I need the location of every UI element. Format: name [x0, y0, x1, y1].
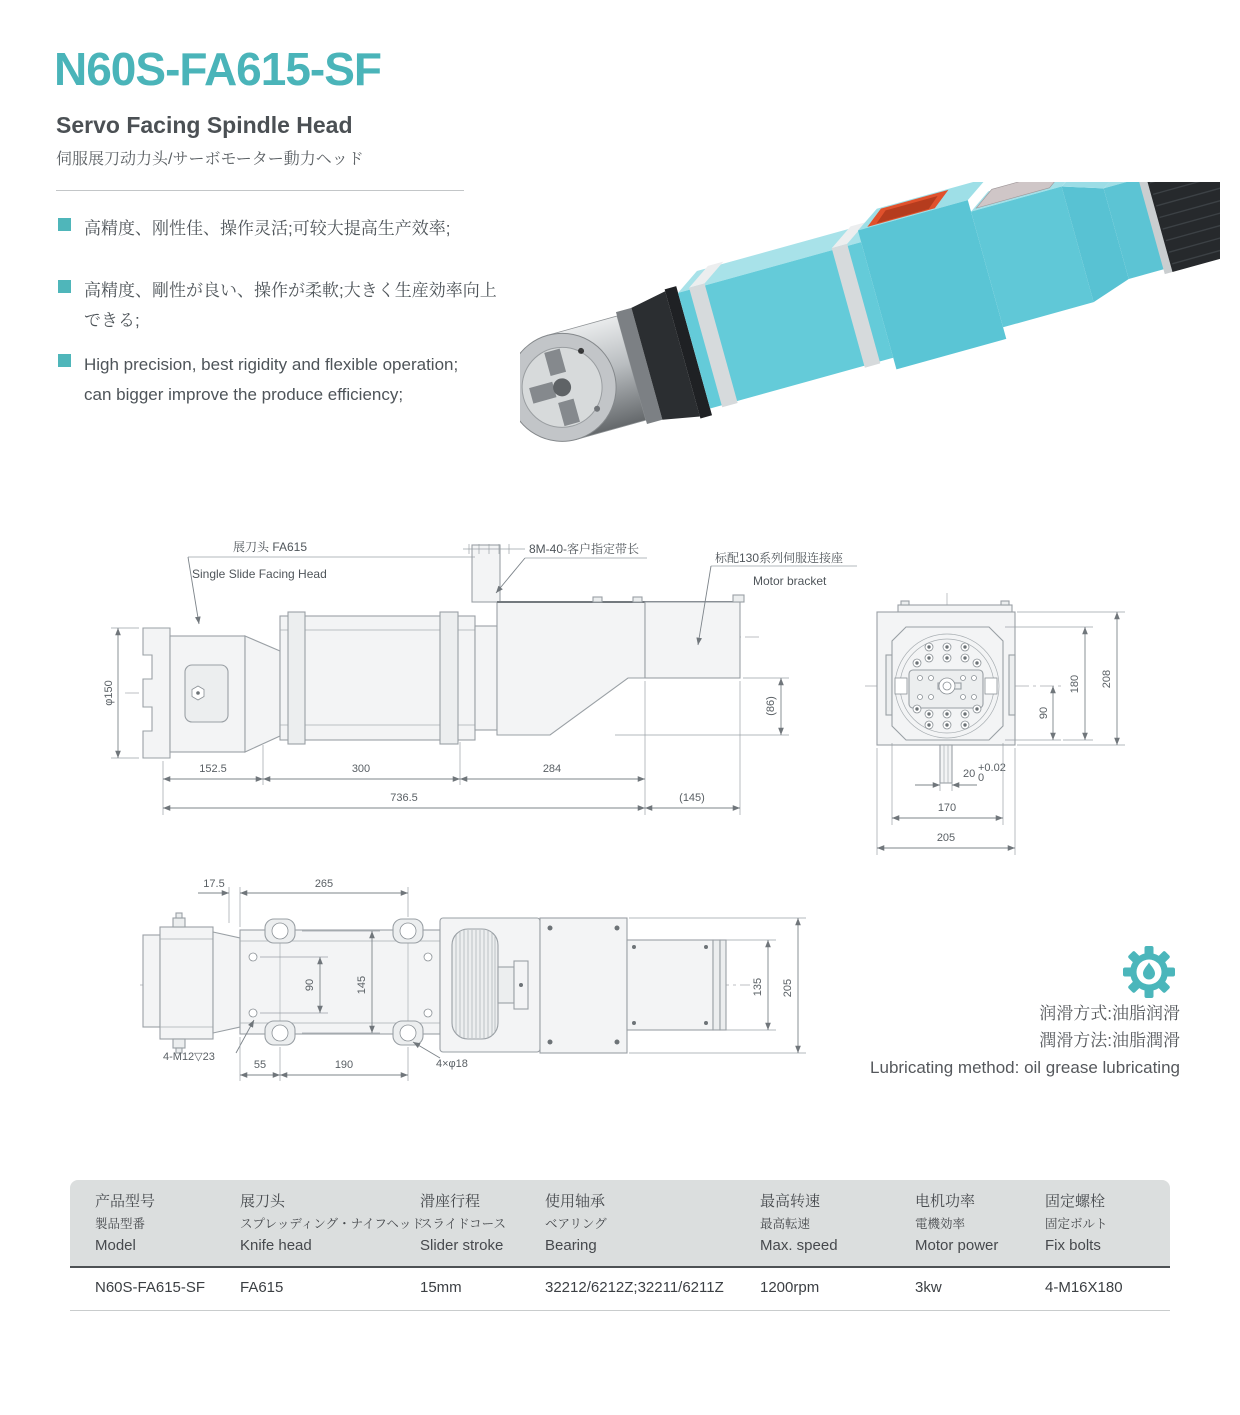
col-header-knife-head: 展刀头 スプレッディング・ナイフヘッド Knife head: [240, 1193, 424, 1254]
front-dim-slot-tol-lower: 0: [978, 772, 985, 784]
top-dim-h: 190: [334, 1059, 354, 1071]
cell-knife-head: FA615: [240, 1279, 284, 1296]
front-dim-width-inner: 170: [937, 802, 957, 814]
side-dim-a: 152.5: [199, 763, 227, 775]
feature-3-line1: High precision, best rigidity and flexible operation;: [84, 355, 459, 374]
top-view-drawing: [140, 875, 890, 1105]
side-dim-motor: (145): [679, 792, 705, 804]
col-header-bearing: 使用轴承 ベアリング Bearing: [545, 1193, 607, 1254]
machine-assembly: [520, 182, 1220, 487]
page-subtitle: Servo Facing Spindle Head: [56, 112, 353, 138]
top-dim-f: 205: [782, 978, 794, 998]
front-view-drawing: [865, 585, 1195, 875]
cell-motor-power: 3kw: [915, 1279, 942, 1296]
bullet-square-icon: [58, 354, 71, 367]
col-header-max-speed: 最高转速 最高転速 Max. speed: [760, 1193, 838, 1254]
lubrication-note: [860, 1000, 1180, 1081]
cell-bearing: 32212/6212Z;32211/6211Z: [545, 1279, 724, 1296]
feature-item-2: [58, 276, 528, 336]
cell-model: N60S-FA615-SF: [95, 1279, 206, 1296]
side-dim-diameter: φ150: [103, 680, 115, 706]
front-dim-width-total: 205: [936, 832, 956, 844]
bullet-square-icon: [58, 280, 71, 293]
top-dim-e: 135: [752, 977, 764, 997]
top-dim-a: 17.5: [203, 878, 225, 890]
col-header-motor-power: 电机功率 電機効率 Motor power: [915, 1193, 999, 1254]
cell-slider-stroke: 15mm: [420, 1279, 462, 1296]
front-dim-slot-tol-upper: +0.02: [978, 762, 1006, 774]
top-dim-c: 90: [304, 978, 316, 992]
feature-2-line2: できる;: [84, 311, 140, 330]
callout-facing-head-en: Single Slide Facing Head: [192, 567, 327, 581]
front-dim-height-inner: 180: [1069, 674, 1081, 694]
spec-table: [70, 1180, 1170, 1311]
feature-item-1: [58, 214, 528, 244]
front-dim-slot: 20: [963, 768, 976, 780]
feature-item-3: [58, 350, 528, 410]
callout-belt: 8M-40-客户指定带长: [529, 542, 640, 556]
front-dim-height-total: 208: [1101, 669, 1113, 689]
bullet-square-icon: [58, 218, 71, 231]
callout-bracket-en: Motor bracket: [753, 574, 827, 588]
side-view-drawing: [95, 535, 880, 870]
lubrication-line-en: Lubricating method: oil grease lubricating: [870, 1058, 1180, 1077]
gear-droplet-icon: [1122, 945, 1176, 999]
lubrication-line-ja: 潤滑方法:油脂潤滑: [1039, 1031, 1180, 1050]
col-header-slider-stroke: 滑座行程 スライドコース Slider stroke: [420, 1193, 507, 1254]
feature-2-line1: 高精度、剛性が良い、操作が柔軟;大きく生産効率向上: [84, 281, 497, 300]
spec-table-row: [70, 1268, 1170, 1311]
top-label-holes: 4×φ18: [436, 1058, 468, 1070]
feature-3-line2: can bigger improve the produce efficiency;: [84, 385, 404, 404]
front-dim-height-mid: 90: [1038, 706, 1050, 720]
top-dim-b: 265: [314, 878, 334, 890]
callout-bracket-zh: 标配130系列伺服连接座: [715, 551, 844, 565]
page-title: N60S-FA615-SF: [54, 43, 382, 95]
top-dim-g: 55: [253, 1059, 267, 1071]
cell-fix-bolts: 4-M16X180: [1045, 1279, 1123, 1296]
lubrication-line-zh: 润滑方式:油脂润滑: [1039, 1004, 1180, 1023]
side-dim-height: (86): [765, 696, 777, 716]
spec-table-header: [70, 1180, 1170, 1268]
side-dim-b: 300: [351, 763, 371, 775]
callout-facing-head-zh: 展刀头 FA615: [233, 540, 308, 554]
feature-1-text: 高精度、刚性佳、操作灵活;可较大提高生产效率;: [84, 219, 451, 238]
cell-max-speed: 1200rpm: [760, 1279, 820, 1296]
col-header-model: 产品型号 製品型番 Model: [95, 1193, 156, 1254]
page-subtitle-cjk: 伺服展刀动力头/サーボモーター動力ヘッド: [56, 151, 364, 168]
product-photo: [520, 182, 1220, 487]
top-label-thread: 4-M12▽23: [163, 1051, 215, 1063]
header-divider: [56, 190, 464, 191]
side-dim-total: 736.5: [390, 792, 418, 804]
top-dim-d: 145: [356, 975, 368, 995]
side-dim-c: 284: [542, 763, 562, 775]
col-header-fix-bolts: 固定螺栓 固定ボルト Fix bolts: [1045, 1193, 1108, 1254]
